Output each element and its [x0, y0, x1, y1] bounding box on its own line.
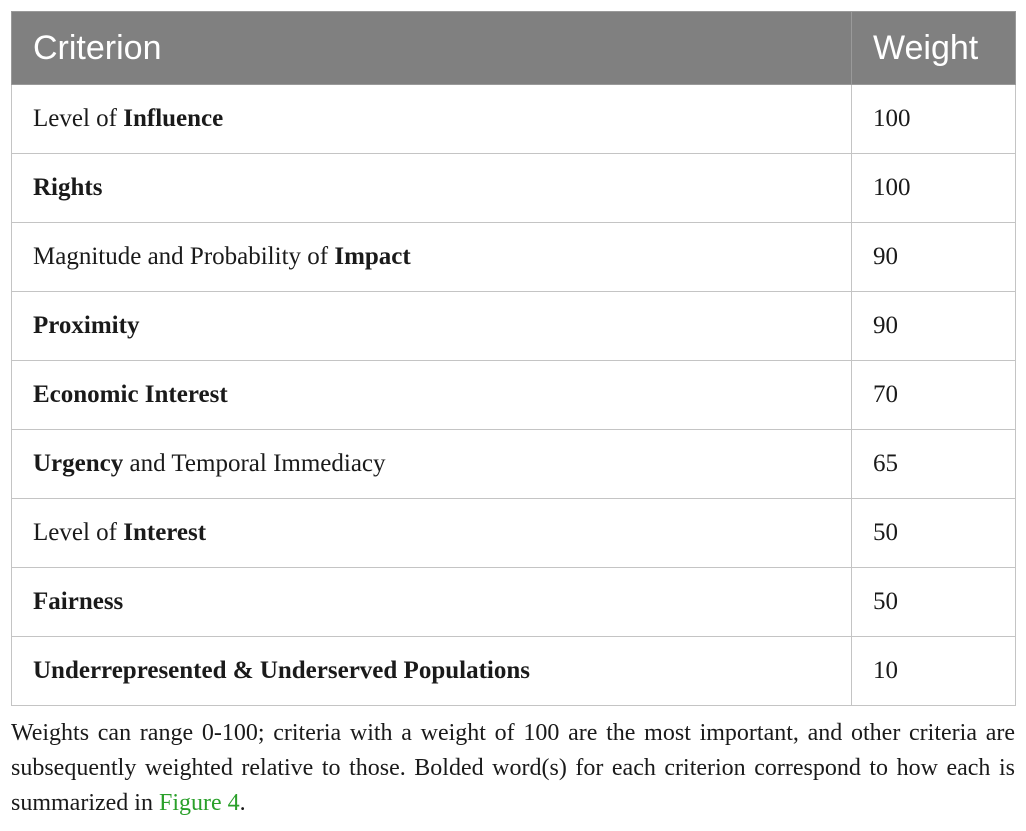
criterion-bold-text: Underrepresented & Underserved Populations	[33, 657, 530, 684]
table-row	[12, 637, 1016, 706]
criterion-cell	[12, 361, 852, 430]
criterion-text: and Temporal Immediacy	[123, 450, 386, 477]
table-row	[12, 361, 1016, 430]
table-footnote	[11, 716, 1015, 821]
criterion-cell	[12, 568, 852, 637]
table-row	[12, 499, 1016, 568]
criterion-text: Level of	[33, 105, 124, 132]
weight-cell: 90	[852, 292, 1016, 361]
criterion-bold-text: Impact	[334, 243, 411, 270]
weight-cell: 90	[852, 223, 1016, 292]
criterion-cell	[12, 223, 852, 292]
footnote-end: .	[239, 790, 246, 816]
figure-4-link[interactable]: Figure 4	[158, 790, 240, 816]
header-weight: Weight	[852, 12, 1016, 85]
criterion-bold-text: Influence	[123, 105, 224, 132]
criterion-bold-text: Economic Interest	[33, 381, 228, 408]
header-criterion: Criterion	[12, 12, 852, 85]
criterion-cell	[12, 85, 852, 154]
weight-cell: 70	[852, 361, 1016, 430]
criterion-bold-text: Interest	[123, 519, 207, 546]
weight-cell: 100	[852, 85, 1016, 154]
weight-cell: 50	[852, 568, 1016, 637]
weight-cell: 10	[852, 637, 1016, 706]
table-row	[12, 292, 1016, 361]
weight-cell: 65	[852, 430, 1016, 499]
criterion-cell	[12, 499, 852, 568]
weight-cell: 100	[852, 154, 1016, 223]
table-row	[12, 223, 1016, 292]
criteria-table-container	[11, 11, 1015, 706]
criterion-text: Magnitude and Probability of	[33, 243, 335, 270]
criterion-text: Level of	[33, 519, 124, 546]
header-row	[12, 12, 1016, 85]
table-header	[12, 12, 1016, 85]
criterion-bold-text: Urgency	[33, 450, 124, 477]
footnote-text: Weights can range 0-100; criteria with a weight of 100 are the most important, and other criteria are subsequently weighted relative to those. Bolded word(s) for each criterion correspond to how each is summarized in	[11, 720, 1015, 816]
criterion-bold-text: Proximity	[33, 312, 140, 339]
criterion-cell	[12, 154, 852, 223]
table-row	[12, 568, 1016, 637]
table-row	[12, 85, 1016, 154]
criterion-bold-text: Fairness	[33, 588, 124, 615]
criterion-bold-text: Rights	[33, 174, 103, 201]
criterion-cell	[12, 430, 852, 499]
table-row	[12, 430, 1016, 499]
criteria-weight-table	[11, 11, 1016, 706]
table-body	[12, 85, 1016, 706]
table-row	[12, 154, 1016, 223]
criterion-cell	[12, 292, 852, 361]
weight-cell: 50	[852, 499, 1016, 568]
criterion-cell	[12, 637, 852, 706]
